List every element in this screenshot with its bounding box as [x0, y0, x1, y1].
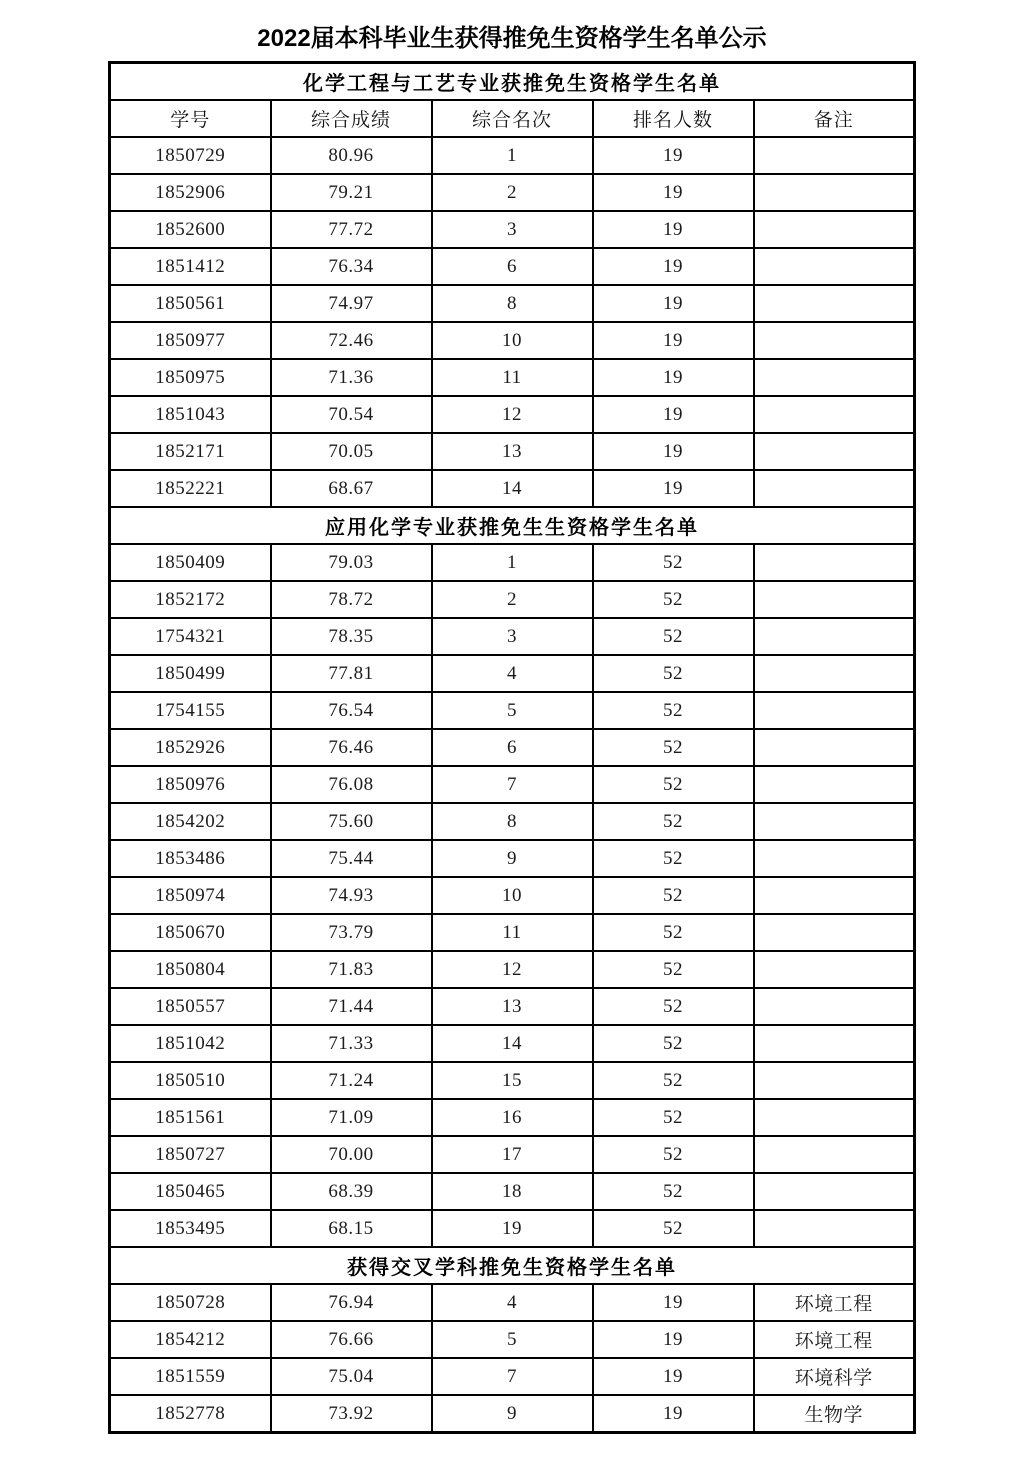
remark-cell — [754, 211, 915, 248]
student-id-cell: 1850499 — [110, 655, 271, 692]
column-header: 综合成绩 — [271, 100, 432, 137]
remark-cell — [754, 1099, 915, 1136]
cohort-size-cell: 52 — [593, 1136, 754, 1173]
rank-cell: 11 — [432, 359, 593, 396]
student-id-cell: 1850557 — [110, 988, 271, 1025]
cohort-size-cell: 52 — [593, 1025, 754, 1062]
score-cell: 72.46 — [271, 322, 432, 359]
table-row — [110, 877, 915, 914]
score-cell: 76.54 — [271, 692, 432, 729]
rank-cell: 3 — [432, 211, 593, 248]
rank-cell: 10 — [432, 322, 593, 359]
student-id-cell: 1852171 — [110, 433, 271, 470]
student-id-cell: 1852600 — [110, 211, 271, 248]
table-row — [110, 1173, 915, 1210]
cohort-size-cell: 19 — [593, 285, 754, 322]
table-row — [110, 1099, 915, 1136]
remark-cell — [754, 137, 915, 174]
table-row — [110, 729, 915, 766]
table-row — [110, 322, 915, 359]
remark-cell — [754, 359, 915, 396]
student-id-cell: 1851043 — [110, 396, 271, 433]
score-cell: 71.24 — [271, 1062, 432, 1099]
remark-cell — [754, 433, 915, 470]
remark-cell — [754, 655, 915, 692]
rank-cell: 9 — [432, 1395, 593, 1433]
remark-cell — [754, 396, 915, 433]
remark-cell — [754, 544, 915, 581]
rank-cell: 7 — [432, 766, 593, 803]
remark-cell — [754, 1173, 915, 1210]
rank-cell: 14 — [432, 1025, 593, 1062]
cohort-size-cell: 19 — [593, 396, 754, 433]
section-header: 化学工程与工艺专业获推免生资格学生名单 — [110, 63, 915, 101]
column-header: 备注 — [754, 100, 915, 137]
score-cell: 70.54 — [271, 396, 432, 433]
section-header: 获得交叉学科推免生资格学生名单 — [110, 1247, 915, 1284]
score-cell: 68.67 — [271, 470, 432, 507]
column-header: 综合名次 — [432, 100, 593, 137]
student-id-cell: 1850976 — [110, 766, 271, 803]
table-row — [110, 1358, 915, 1395]
rank-cell: 13 — [432, 988, 593, 1025]
score-cell: 76.66 — [271, 1321, 432, 1358]
table-row — [110, 766, 915, 803]
section-header-row — [110, 1247, 915, 1284]
cohort-size-cell: 19 — [593, 248, 754, 285]
score-cell: 71.83 — [271, 951, 432, 988]
rank-cell: 5 — [432, 692, 593, 729]
rank-cell: 9 — [432, 840, 593, 877]
student-id-cell: 1850804 — [110, 951, 271, 988]
student-id-cell: 1852906 — [110, 174, 271, 211]
table-row — [110, 581, 915, 618]
rank-cell: 10 — [432, 877, 593, 914]
section-header: 应用化学专业获推免生生资格学生名单 — [110, 507, 915, 544]
student-id-cell: 1850727 — [110, 1136, 271, 1173]
table-row — [110, 803, 915, 840]
remark-cell — [754, 692, 915, 729]
score-cell: 68.15 — [271, 1210, 432, 1247]
cohort-size-cell: 19 — [593, 1284, 754, 1321]
column-header-row — [110, 100, 915, 137]
table-row — [110, 914, 915, 951]
rank-cell: 1 — [432, 137, 593, 174]
cohort-size-cell: 19 — [593, 211, 754, 248]
cohort-size-cell: 19 — [593, 470, 754, 507]
cohort-size-cell: 52 — [593, 803, 754, 840]
rank-cell: 5 — [432, 1321, 593, 1358]
cohort-size-cell: 19 — [593, 322, 754, 359]
table-row — [110, 285, 915, 322]
student-id-cell: 1851561 — [110, 1099, 271, 1136]
student-id-cell: 1850729 — [110, 137, 271, 174]
remark-cell: 生物学 — [754, 1395, 915, 1433]
section-header-row — [110, 507, 915, 544]
student-id-cell: 1854202 — [110, 803, 271, 840]
remark-cell — [754, 766, 915, 803]
score-cell: 74.97 — [271, 285, 432, 322]
score-cell: 77.81 — [271, 655, 432, 692]
rank-cell: 8 — [432, 285, 593, 322]
student-id-cell: 1852926 — [110, 729, 271, 766]
student-id-cell: 1852172 — [110, 581, 271, 618]
cohort-size-cell: 19 — [593, 1395, 754, 1433]
score-cell: 71.09 — [271, 1099, 432, 1136]
remark-cell — [754, 470, 915, 507]
cohort-size-cell: 19 — [593, 359, 754, 396]
student-id-cell: 1852778 — [110, 1395, 271, 1433]
cohort-size-cell: 52 — [593, 1210, 754, 1247]
student-id-cell: 1850728 — [110, 1284, 271, 1321]
rank-cell: 4 — [432, 1284, 593, 1321]
rank-cell: 2 — [432, 581, 593, 618]
table-body — [110, 63, 915, 1433]
student-id-cell: 1850409 — [110, 544, 271, 581]
student-id-cell: 1851042 — [110, 1025, 271, 1062]
cohort-size-cell: 19 — [593, 433, 754, 470]
remark-cell — [754, 248, 915, 285]
table-row — [110, 1062, 915, 1099]
student-id-cell: 1754155 — [110, 692, 271, 729]
remark-cell — [754, 1062, 915, 1099]
score-cell: 75.04 — [271, 1358, 432, 1395]
table-row — [110, 655, 915, 692]
student-id-cell: 1851412 — [110, 248, 271, 285]
table-row — [110, 951, 915, 988]
rank-cell: 2 — [432, 174, 593, 211]
rank-cell: 8 — [432, 803, 593, 840]
score-cell: 68.39 — [271, 1173, 432, 1210]
rank-cell: 11 — [432, 914, 593, 951]
score-cell: 77.72 — [271, 211, 432, 248]
cohort-size-cell: 52 — [593, 1099, 754, 1136]
page-title: 2022届本科毕业生获得推免生资格学生名单公示 — [257, 25, 767, 52]
table-row — [110, 1284, 915, 1321]
cohort-size-cell: 52 — [593, 618, 754, 655]
score-cell: 76.94 — [271, 1284, 432, 1321]
table-row — [110, 396, 915, 433]
rank-cell: 3 — [432, 618, 593, 655]
remark-cell — [754, 951, 915, 988]
student-id-cell: 1850670 — [110, 914, 271, 951]
table-row — [110, 1210, 915, 1247]
rank-cell: 7 — [432, 1358, 593, 1395]
cohort-size-cell: 52 — [593, 914, 754, 951]
cohort-size-cell: 52 — [593, 544, 754, 581]
score-cell: 76.46 — [271, 729, 432, 766]
remark-cell — [754, 1136, 915, 1173]
cohort-size-cell: 52 — [593, 877, 754, 914]
table-row — [110, 840, 915, 877]
score-cell: 70.00 — [271, 1136, 432, 1173]
remark-cell — [754, 914, 915, 951]
score-cell: 75.44 — [271, 840, 432, 877]
score-cell: 78.72 — [271, 581, 432, 618]
score-cell: 74.93 — [271, 877, 432, 914]
section-header-row — [110, 63, 915, 101]
remark-cell — [754, 840, 915, 877]
score-cell: 79.21 — [271, 174, 432, 211]
cohort-size-cell: 52 — [593, 692, 754, 729]
table-row — [110, 988, 915, 1025]
column-header: 学号 — [110, 100, 271, 137]
rank-cell: 15 — [432, 1062, 593, 1099]
cohort-size-cell: 19 — [593, 1321, 754, 1358]
score-cell: 71.44 — [271, 988, 432, 1025]
rank-cell: 12 — [432, 396, 593, 433]
cohort-size-cell: 52 — [593, 1173, 754, 1210]
student-id-cell: 1850465 — [110, 1173, 271, 1210]
table-row — [110, 692, 915, 729]
student-id-cell: 1850975 — [110, 359, 271, 396]
cohort-size-cell: 52 — [593, 951, 754, 988]
table-row — [110, 359, 915, 396]
remark-cell — [754, 877, 915, 914]
student-id-cell: 1853495 — [110, 1210, 271, 1247]
table-row — [110, 470, 915, 507]
score-cell: 76.34 — [271, 248, 432, 285]
remark-cell — [754, 1210, 915, 1247]
cohort-size-cell: 52 — [593, 655, 754, 692]
score-cell: 76.08 — [271, 766, 432, 803]
table-row — [110, 1395, 915, 1433]
student-id-cell: 1754321 — [110, 618, 271, 655]
remark-cell: 环境科学 — [754, 1358, 915, 1395]
rank-cell: 6 — [432, 248, 593, 285]
table-row — [110, 137, 915, 174]
students-table — [108, 61, 916, 1434]
table-row — [110, 433, 915, 470]
remark-cell — [754, 322, 915, 359]
score-cell: 79.03 — [271, 544, 432, 581]
rank-cell: 14 — [432, 470, 593, 507]
remark-cell: 环境工程 — [754, 1284, 915, 1321]
table-row — [110, 618, 915, 655]
remark-cell — [754, 729, 915, 766]
score-cell: 80.96 — [271, 137, 432, 174]
score-cell: 75.60 — [271, 803, 432, 840]
student-id-cell: 1850977 — [110, 322, 271, 359]
score-cell: 70.05 — [271, 433, 432, 470]
score-cell: 71.33 — [271, 1025, 432, 1062]
rank-cell: 4 — [432, 655, 593, 692]
table-row — [110, 544, 915, 581]
remark-cell — [754, 618, 915, 655]
cohort-size-cell: 19 — [593, 137, 754, 174]
cohort-size-cell: 52 — [593, 1062, 754, 1099]
column-header: 排名人数 — [593, 100, 754, 137]
student-id-cell: 1853486 — [110, 840, 271, 877]
rank-cell: 16 — [432, 1099, 593, 1136]
cohort-size-cell: 52 — [593, 766, 754, 803]
score-cell: 78.35 — [271, 618, 432, 655]
table-row — [110, 248, 915, 285]
rank-cell: 13 — [432, 433, 593, 470]
remark-cell — [754, 803, 915, 840]
remark-cell — [754, 1025, 915, 1062]
score-cell: 71.36 — [271, 359, 432, 396]
cohort-size-cell: 52 — [593, 729, 754, 766]
student-id-cell: 1854212 — [110, 1321, 271, 1358]
rank-cell: 6 — [432, 729, 593, 766]
cohort-size-cell: 52 — [593, 581, 754, 618]
remark-cell: 环境工程 — [754, 1321, 915, 1358]
announcement-page — [0, 24, 1024, 1434]
remark-cell — [754, 285, 915, 322]
cohort-size-cell: 19 — [593, 174, 754, 211]
score-cell: 73.92 — [271, 1395, 432, 1433]
rank-cell: 19 — [432, 1210, 593, 1247]
rank-cell: 18 — [432, 1173, 593, 1210]
cohort-size-cell: 19 — [593, 1358, 754, 1395]
student-id-cell: 1850561 — [110, 285, 271, 322]
score-cell: 73.79 — [271, 914, 432, 951]
student-id-cell: 1851559 — [110, 1358, 271, 1395]
rank-cell: 17 — [432, 1136, 593, 1173]
rank-cell: 12 — [432, 951, 593, 988]
cohort-size-cell: 52 — [593, 840, 754, 877]
table-row — [110, 1025, 915, 1062]
remark-cell — [754, 988, 915, 1025]
table-row — [110, 1136, 915, 1173]
cohort-size-cell: 52 — [593, 988, 754, 1025]
remark-cell — [754, 174, 915, 211]
table-row — [110, 174, 915, 211]
student-id-cell: 1850510 — [110, 1062, 271, 1099]
student-id-cell: 1852221 — [110, 470, 271, 507]
table-row — [110, 211, 915, 248]
remark-cell — [754, 581, 915, 618]
student-id-cell: 1850974 — [110, 877, 271, 914]
rank-cell: 1 — [432, 544, 593, 581]
table-row — [110, 1321, 915, 1358]
